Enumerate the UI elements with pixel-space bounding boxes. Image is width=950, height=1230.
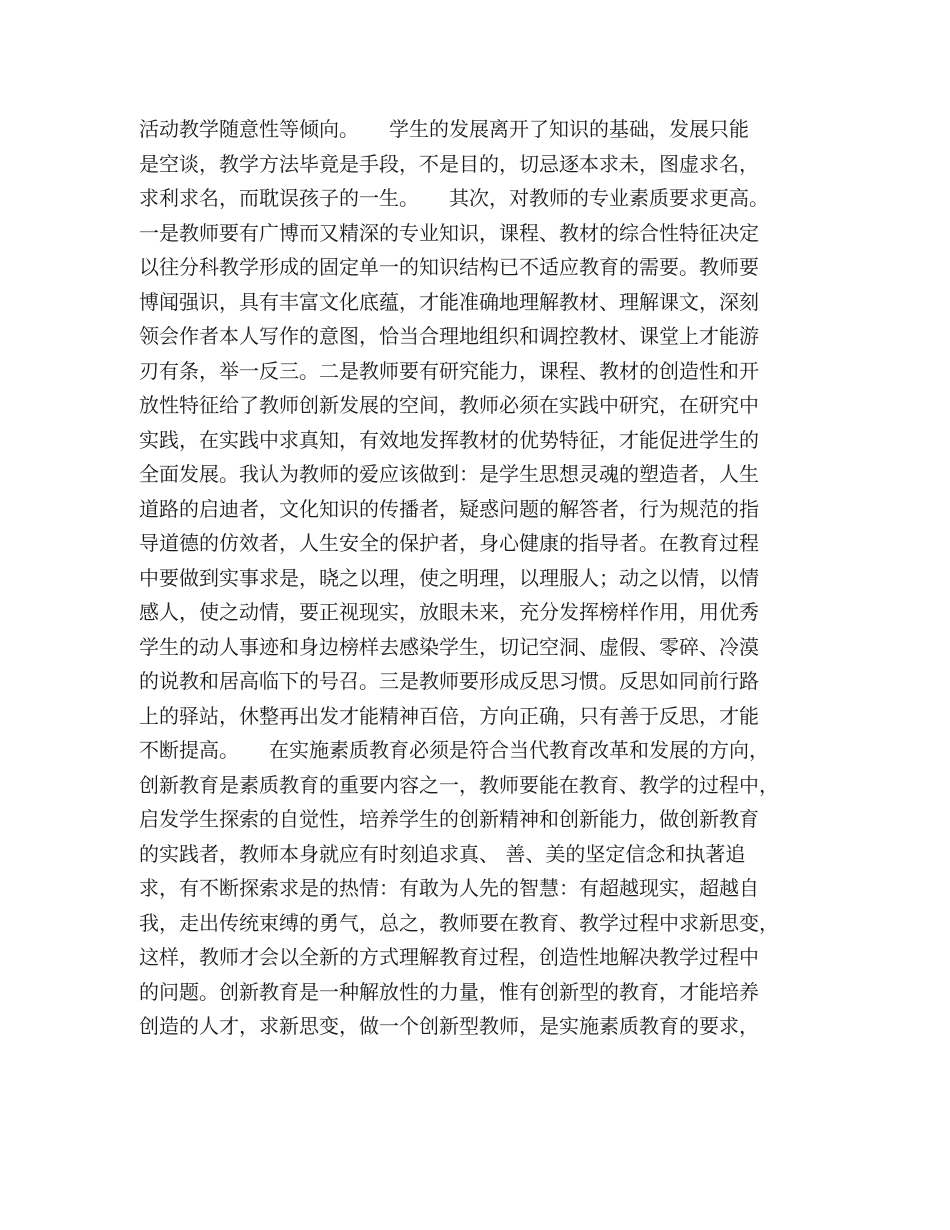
- text-line: 一是教师要有广博而又精深的专业知识，课程、教材的综合性特征决定: [139, 220, 759, 245]
- text-line: 放性特征给了教师创新发展的空间，教师必须在实践中研究，在研究中: [139, 393, 759, 417]
- text-line: 的说教和居高临下的号召。三是教师要形成反思习惯。反思如同前行路: [139, 669, 759, 693]
- body-text: [139, 112, 839, 1044]
- text-line: 的问题。创新教育是一种解放性的力量，惟有创新型的教育，才能培养: [139, 979, 759, 1004]
- text-line: 活动教学随意性等倾向。 学生的发展离开了知识的基础，发展只能: [139, 117, 749, 141]
- text-line: 我，走出传统束缚的勇气，总之，教师要在教育、教学过程中求新思变，: [139, 910, 779, 935]
- text-line: 全面发展。我认为教师的爱应该做到：是学生思想灵魂的塑造者，人生: [139, 462, 759, 486]
- text-line: 创新教育是素质教育的重要内容之一，教师要能在教育、教学的过程中，: [139, 772, 779, 797]
- text-line: 求利求名，而耽误孩子的一生。 其次，对教师的专业素质要求更高。: [139, 186, 769, 210]
- text-line: 的实践者，教师本身就应有时刻追求真、 善、美的坚定信念和执著追: [139, 841, 746, 866]
- text-line: 道路的启迪者，文化知识的传播者，疑惑问题的解答者，行为规范的指: [139, 496, 759, 521]
- text-line: 上的驿站，休整再出发才能精神百倍，方向正确，只有善于反思，才能: [139, 703, 759, 728]
- text-line: 这样，教师才会以全新的方式理解教育过程，创造性地解决教学过程中: [139, 945, 759, 969]
- text-line: 不断提高。 在实施素质教育必须是符合当代教育改革和发展的方向，: [139, 738, 769, 762]
- text-line: 学生的动人事迹和身边榜样去感染学生，切记空洞、虚假、零碎、冷漠: [139, 634, 759, 659]
- text-line: 领会作者本人写作的意图，恰当合理地组织和调控教材、课堂上才能游: [139, 324, 759, 348]
- text-line: 创造的人才，求新思变，做一个创新型教师，是实施素质教育的要求，: [139, 1014, 759, 1038]
- text-line: 是空谈，教学方法毕竟是手段，不是目的，切忌逐本求未，图虚求名，: [139, 151, 759, 176]
- text-line: 以往分科教学形成的固定单一的知识结构已不适应教育的需要。教师要: [139, 255, 759, 279]
- text-line: 刃有条，举一反三。二是教师要有研究能力，课程、教材的创造性和开: [139, 358, 759, 383]
- text-line: 启发学生探索的自觉性，培养学生的创新精神和创新能力，做创新教育: [139, 807, 759, 831]
- text-line: 导道德的仿效者，人生安全的保护者，身心健康的指导者。在教育过程: [139, 531, 759, 555]
- text-line: 实践，在实践中求真知，有效地发挥教材的优势特征，才能促进学生的: [139, 427, 759, 452]
- text-line: 感人，使之动情，要正视现实，放眼未来，充分发挥榜样作用，用优秀: [139, 600, 759, 624]
- text-line: 博闻强识，具有丰富文化底蕴，才能准确地理解教材、理解课文，深刻: [139, 289, 759, 314]
- text-line: 中要做到实事求是，晓之以理，使之明理，以理服人；动之以情，以情: [139, 565, 759, 590]
- text-line: 求，有不断探索求是的热情：有敢为人先的智慧：有超越现实，超越自: [139, 876, 759, 900]
